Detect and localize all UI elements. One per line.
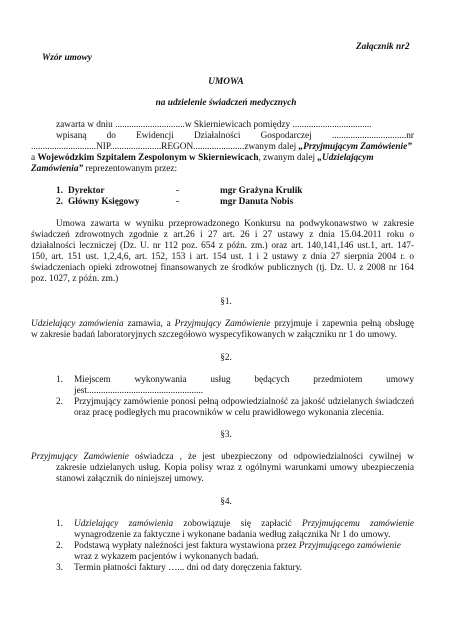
s4-item-1-line-1	[74, 519, 414, 530]
s4-item-2-num: 2.	[56, 541, 63, 551]
s4-item-3-num: 3.	[56, 563, 63, 573]
intro-line-2: wpisaną do Ewidencji Działalności Gospodarczej ................................nr	[56, 131, 414, 141]
contractor-term: Przyjmujący Zamówienie	[31, 452, 129, 462]
s3-text-a: oświadcza , że jest ubezpieczony od odpowiedzialności cywilnej w	[128, 452, 415, 462]
s4-item-1-line-2: wynagrodzenie za faktyczne i wykonane badania według załącznika Nr 1 do umowy.	[74, 530, 391, 540]
s1-text-b: przyjmuje i zapewnia pełną obsługę	[270, 319, 414, 329]
intro-line-4-c: , zwanym dalej	[258, 153, 318, 163]
section-3-line-2: zakresie udzielanych usług. Kopia polisy wraz z ogólnymi warunkami umowy ubezpieczenia	[56, 463, 414, 473]
section-3-line-1	[31, 452, 414, 463]
section-1-line-1	[31, 319, 414, 330]
legal-line-6: poz. 1027, z późn. zm.)	[31, 274, 119, 284]
s4-item-2-line-2: wraz z wykazem pacjentów i wykonanych badań.	[74, 552, 259, 562]
rep-name: mgr Danuta Nobis	[220, 197, 294, 207]
rep-num: 2.	[56, 197, 63, 207]
rep-name: mgr Grażyna Krulik	[220, 186, 303, 196]
representative-2	[56, 197, 294, 208]
s4-item-2-line-1	[74, 541, 401, 552]
intro-line-5	[31, 164, 177, 175]
s1-text-a: zamawia, a	[123, 319, 175, 329]
s2-item-2-num: 2.	[56, 397, 63, 407]
section-1-heading: §1.	[220, 297, 232, 307]
s4-text-b: Podstawą wypłaty należności jest faktura wystawiona przez	[74, 541, 299, 551]
s2-item-1-line-1: Miejscem wykonywania usług będących przedmiotem umowy	[74, 375, 414, 385]
represented-by: reprezentowanym przez:	[83, 164, 178, 174]
rep-dash: -	[176, 186, 180, 196]
s4-item-1-num: 1.	[56, 519, 63, 529]
section-3-heading: §3.	[220, 430, 232, 440]
client-alias-part2: Zamówienia”	[31, 164, 84, 174]
s2-item-2-line-1: Przyjmujący zamówienie ponosi pełną odpowiedzialność za jakość udzielanych świadczeń	[74, 397, 414, 407]
intro-line-1: zawarta w dniu ..............................w Skierniewicach pomiędzy ..................................	[56, 120, 372, 130]
document-title: UMOWA	[208, 77, 244, 87]
legal-line-3: działalności leczniczej (Dz. U. nr 112 poz. 654 z późn. zm.) oraz art. 140,141,146 ust.1, art. 147-	[31, 241, 414, 251]
legal-line-5: świadczeniach opieki zdrowotnej finansowanych ze środków publicznych (tj. Dz. U. z 2008 nr 164	[31, 263, 414, 273]
contractor-term: Przyjmującemu zamówienie	[301, 519, 414, 529]
s2-item-1-line-2: jest..................................................	[74, 386, 204, 396]
intro-line-3-text: ............................NIP......................REGON......................zwanym dalej	[31, 142, 299, 152]
contractor-alias: „Przyjmującym Zamówienie”	[298, 142, 412, 152]
intro-line-4-a: a	[31, 153, 38, 163]
representative-1	[56, 186, 303, 197]
section-3-line-3: stanowi załącznik do niniejszej umowy.	[56, 474, 204, 484]
section-1-line-2: w zakresie badań laboratoryjnych szczegółowo wyspecyfikowanych w załączniku nr 1 do umowy.	[31, 330, 397, 340]
s2-item-1-num: 1.	[56, 375, 63, 385]
document-subtitle: na udzielenie świadczeń medycznych	[155, 98, 297, 108]
rep-role: Dyrektor	[68, 186, 105, 196]
s4-text-a: zobowiązuje się zapłacić	[173, 519, 302, 529]
hospital-name: Wojewódzkim Szpitalem Zespolonym w Skierniewicach	[37, 153, 259, 163]
contractor-term: Przyjmujący Zamówienie	[174, 319, 271, 329]
intro-line-4	[31, 153, 374, 164]
client-term: Udzielający zamówienia	[74, 519, 174, 529]
template-label: Wzór umowy	[42, 53, 92, 63]
section-4-heading: §4.	[220, 497, 232, 507]
legal-line-4: 150, art. 151 ust. 1,2,4,6, art. 152, 153 i art. 154 ust. 1 i 2 ustawy z dnia 27 sierpnia 2004 r. o	[31, 252, 414, 262]
rep-dash: -	[176, 197, 180, 207]
legal-line-2: świadczeń zdrowotnych zgodnie z art.26 i 27 art. 26 i 27 ustawy z dnia 15.04.2011 roku o	[31, 230, 414, 240]
rep-role: Główny Księgowy	[68, 197, 140, 207]
rep-num: 1.	[56, 186, 63, 196]
section-2-heading: §2.	[220, 353, 232, 363]
client-alias-part1: „Udzielającym	[317, 153, 374, 163]
s2-item-2-line-2: oraz pracę podległych mu pracowników w celu prawidłowego wykonania zlecenia.	[74, 408, 384, 418]
intro-line-3	[31, 142, 412, 153]
legal-line-1: Umowa zawarta w wyniku przeprowadzonego Konkursu na podwykonawstwo w zakresie	[56, 219, 414, 229]
client-term: Udzielający zamówienia	[31, 319, 124, 329]
s4-item-3-line-1: Termin płatności faktury …... dni od daty doręczenia faktury.	[74, 563, 302, 573]
attachment-label: Załącznik nr2	[356, 42, 410, 52]
contractor-term: Przyjmującego zamówienie	[298, 541, 401, 551]
